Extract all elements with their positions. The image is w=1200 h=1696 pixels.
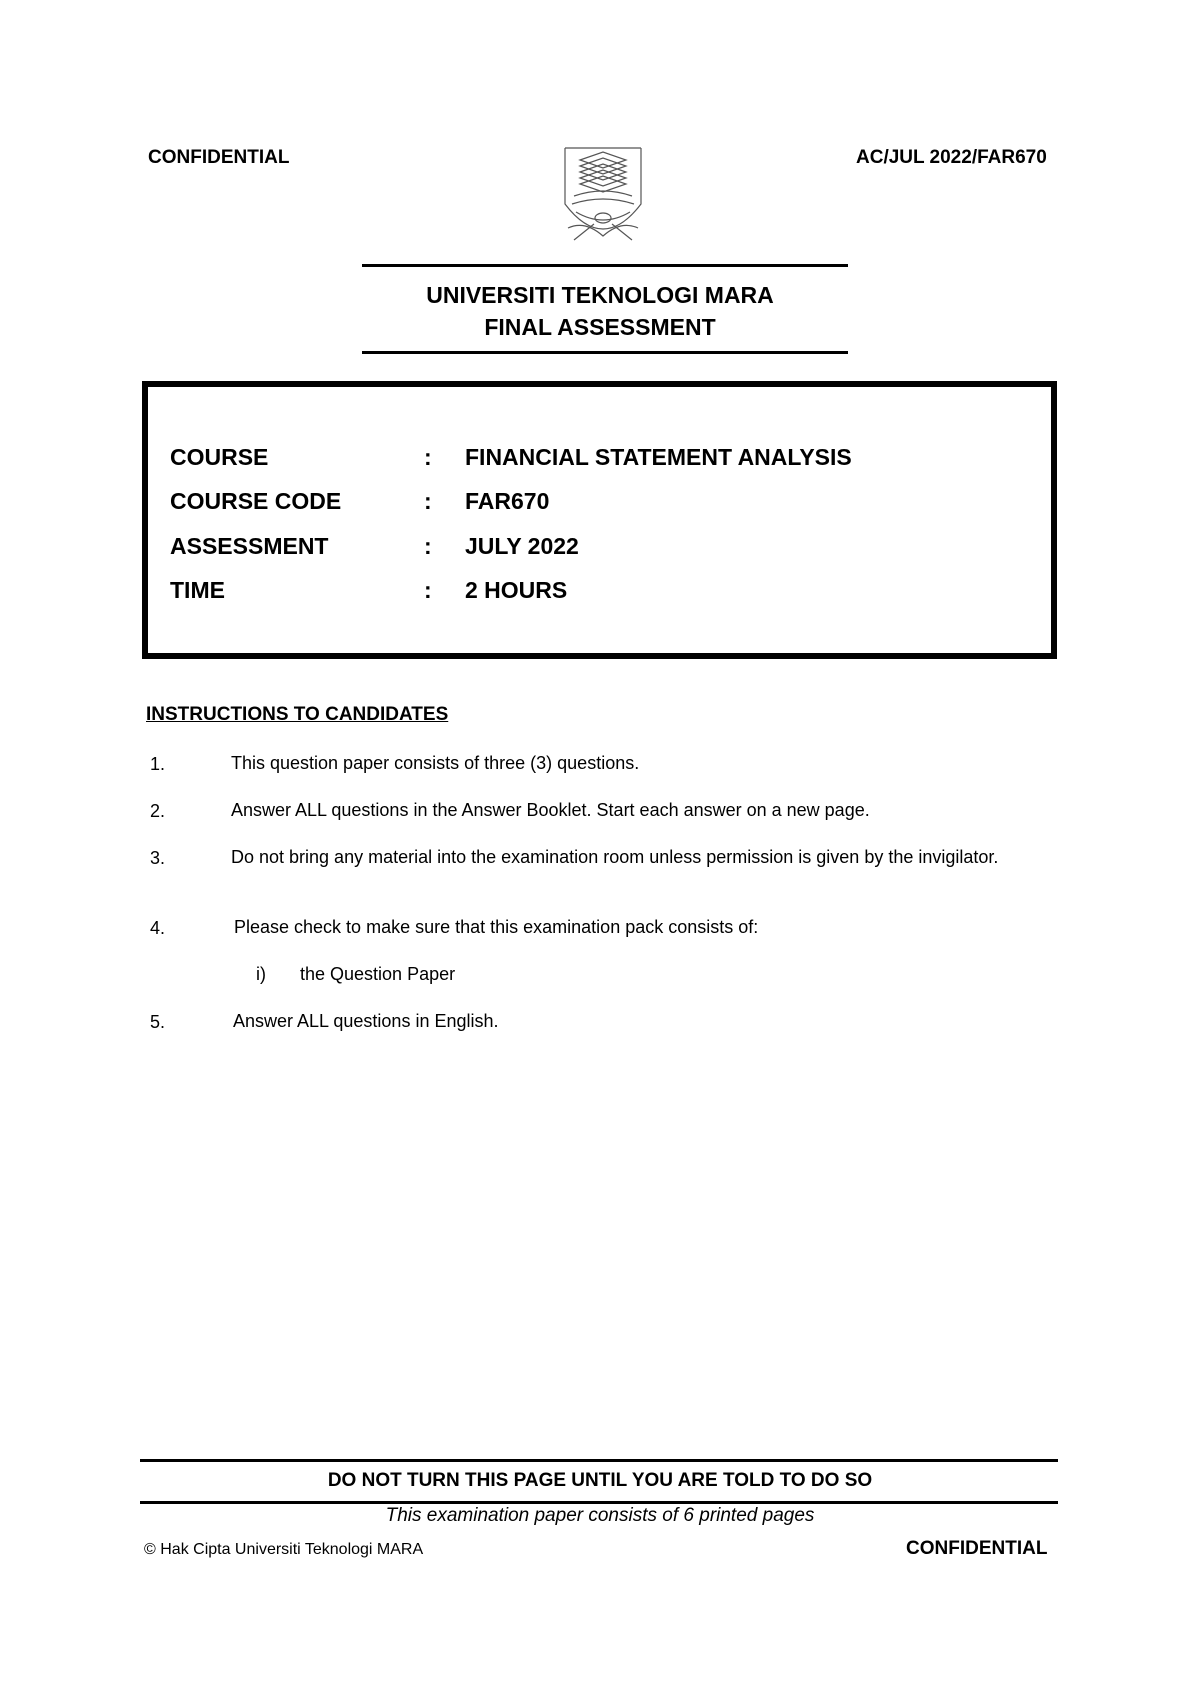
title-top-rule (362, 264, 848, 267)
course-value: FINANCIAL STATEMENT ANALYSIS (465, 444, 852, 470)
confidential-footer-label: CONFIDENTIAL (906, 1538, 1048, 1559)
page-count-note: This examination paper consists of 6 printed pages (385, 1505, 815, 1526)
paper-code: AC/JUL 2022/FAR670 (856, 147, 1047, 168)
instruction-text: Answer ALL questions in English. (233, 1011, 499, 1031)
assessment-value: JULY 2022 (465, 533, 579, 559)
instruction-text: Please check to make sure that this examination pack consists of: (234, 917, 759, 937)
sub-item-number: i) (256, 964, 266, 984)
course-info-box (142, 381, 1057, 659)
assessment-colon: : (424, 533, 432, 559)
instruction-number: 2. (150, 801, 166, 821)
assessment-title: FINAL ASSESSMENT (484, 314, 716, 340)
instruction-text: Do not bring any material into the examination room unless permission is given by the invigilator. (231, 847, 999, 867)
course-code-value: FAR670 (465, 488, 550, 514)
university-crest-icon (560, 146, 646, 254)
footer-bottom-rule (140, 1501, 1058, 1504)
title-bottom-rule (362, 351, 848, 354)
copyright-text: © Hak Cipta Universiti Teknologi MARA (144, 1541, 424, 1558)
university-name: UNIVERSITI TEKNOLOGI MARA (426, 282, 774, 308)
footer-top-rule (140, 1459, 1058, 1462)
time-colon: : (424, 577, 432, 603)
time-label: TIME (170, 577, 225, 603)
instruction-number: 5. (150, 1012, 166, 1032)
course-code-label: COURSE CODE (170, 488, 342, 514)
assessment-label: ASSESSMENT (170, 533, 329, 559)
do-not-turn-warning: DO NOT TURN THIS PAGE UNTIL YOU ARE TOLD TO DO SO (327, 1470, 873, 1491)
course-colon: : (424, 444, 432, 470)
instruction-number: 1. (150, 754, 166, 774)
instruction-number: 3. (150, 848, 166, 868)
course-code-colon: : (424, 488, 432, 514)
time-value: 2 HOURS (465, 577, 568, 603)
sub-item-text: the Question Paper (300, 964, 456, 984)
confidential-label: CONFIDENTIAL (148, 147, 290, 168)
course-label: COURSE (170, 444, 269, 470)
instructions-heading: INSTRUCTIONS TO CANDIDATES (146, 704, 449, 725)
instruction-text: This question paper consists of three (3) questions. (231, 753, 640, 773)
instruction-number: 4. (150, 918, 166, 938)
instruction-text: Answer ALL questions in the Answer Booklet. Start each answer on a new page. (231, 800, 870, 820)
